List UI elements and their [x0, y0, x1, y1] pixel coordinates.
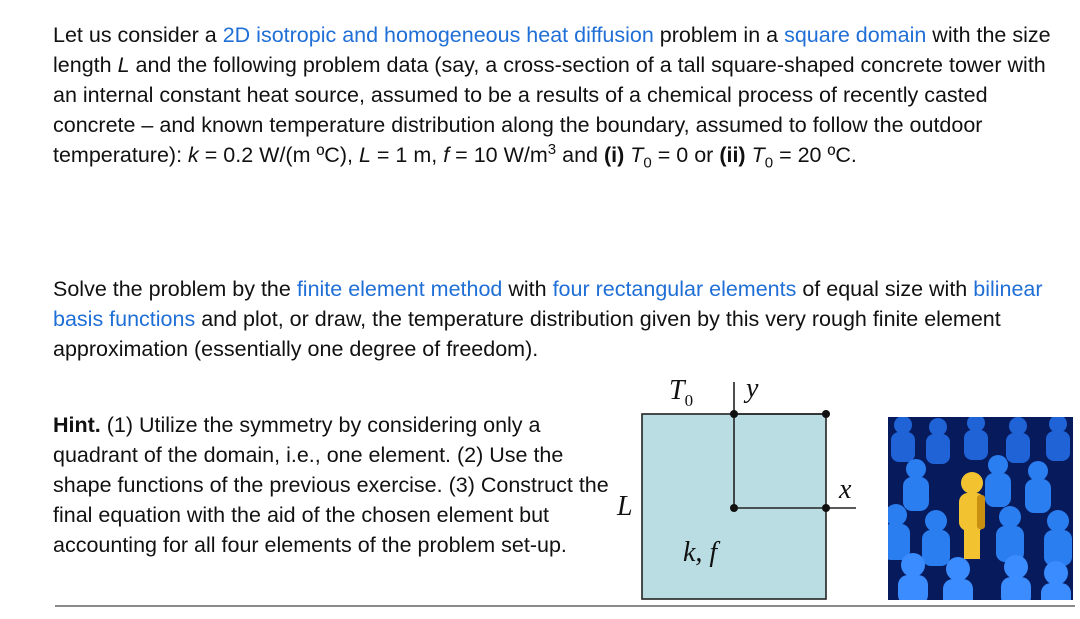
node [822, 504, 830, 512]
link-heat-diffusion[interactable]: 2D isotropic and homogeneous heat diffusion [222, 23, 654, 47]
node [730, 504, 738, 512]
task-paragraph: Solve the problem by the finite element method with four rectangular elements of equal size with bilinear basis functions and plot, or draw, the temperature distribution given by this very rough finite element approximation (essentially one degree of freedom). [53, 277, 1043, 361]
bottom-divider [55, 605, 1075, 607]
link-four-rectangular-elements[interactable]: four rectangular elements [552, 277, 797, 301]
link-finite-element-method[interactable]: finite element method [296, 277, 503, 301]
label-x: x [839, 474, 852, 505]
node [730, 410, 738, 418]
link-bilinear-basis-functions[interactable]: bilinear basis functions [53, 277, 1043, 331]
label-T0: $T_0$ [669, 375, 694, 410]
label-L: L [617, 491, 633, 522]
label-k-f: k, f [683, 537, 718, 568]
node [822, 410, 830, 418]
link-square-domain[interactable]: square domain [784, 23, 927, 47]
problem-paragraph: Let us consider a 2D isotropic and homogeneous heat diffusion problem in a square domain with the size length L and the following problem data (say, a cross-section of a tall square-shaped concrete tower with an internal constant heat source, assumed to be a results of a chemical process of recently casted concrete – and known temperature distribution along the boundary, assumed to follow the outdoor temperature): k = 0.2 W/(m ºC), L = 1 m, f = 10 $W/m^3$ and (i) $T_0 = 0$ or (ii) $T_0 = 20$ ºC. [53, 23, 1051, 172]
crowd-figure-image [888, 417, 1073, 600]
hint-label: Hint. [53, 413, 101, 437]
label-y: y [746, 373, 759, 404]
domain-diagram [605, 368, 865, 604]
hint-paragraph: Hint. (1) Utilize the symmetry by considering only a quadrant of the domain, i.e., one element. (2) Use the shape functions of the previous exercise. (3) Construct the final equation with the aid of the chosen element but accounting for all four elements of the problem set-up. [53, 413, 609, 557]
